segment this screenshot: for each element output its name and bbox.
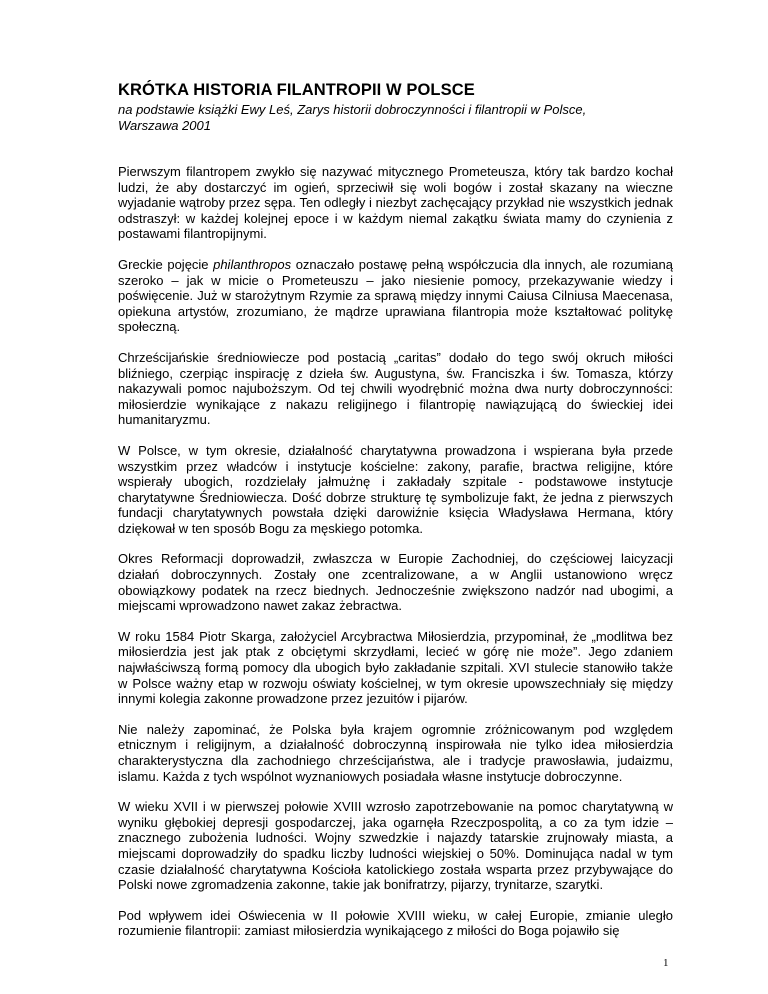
paragraph-diversity: Nie należy zapominać, że Polska była krajem ogromnie zróżnicowanym pod względem etnicznym i religijnym, a działalność dobroczynną inspirowała nie tylko idea miłosierdzia charakterystyczna dla zachodniego chrześcijaństwa, ale i tradycje prawosławia, judaizmu, islamu. Każda z tych wspólnot wyznaniowych posiadała własne instytucje dobroczynne.	[118, 721, 673, 784]
philanthropos-term: philanthropos	[213, 256, 292, 272]
paragraph-enlightenment: Pod wpływem idei Oświecenia w II połowie XVIII wieku, w całej Europie, zmianie uległo rozumienie filantropii: zamiast miłosierdzia wynikającego z miłości do Boga pojawiło się	[118, 907, 673, 939]
paragraph-poland-medieval: W Polsce, w tym okresie, działalność charytatywna prowadzona i wspierana była przede wszystkim przez władców i instytucje kościelne: zakony, parafie, bractwa religijne, które wspierały ubogich, rozdzielały jałmużnę i zakładały szpitale - podstawowe instytucje charytatywne Średniowiecza. Dość dobrze strukturę tę symbolizuje fakt, że jedna z pierwszych fundacji charytatywnych powstała dzięki darowiźnie księcia Władysława Hermana, który dziękował w ten sposób Bogu za męskiego potomka.	[118, 442, 673, 536]
document-subtitle	[118, 102, 673, 133]
paragraph-caritas: Chrześcijańskie średniowiecze pod postacią „caritas” dodało do tego swój okruch miłości bliźniego, czerpiąc inspirację z dzieła św. Augustyna, św. Franciszka i św. Tomasza, którzy nakazywali pomoc najuboższym. Od tej chwili wyodrębnić można dwa nurty dobroczynności: miłosierdzie wynikające z nakazu religijnego i filantropię nawiązującą do świeckiej idei humanitaryzmu.	[118, 349, 673, 428]
subtitle-line-1: na podstawie książki Ewy Leś, Zarys historii dobroczynności i filantropii w Polsce,	[118, 102, 587, 117]
paragraph-prometheus: Pierwszym filantropem zwykło się nazywać mitycznego Prometeusza, który tak bardzo kochał ludzi, że aby dostarczyć im ogień, sprzeciwił się woli bogów i został skazany na wieczne wyjadanie wątroby przez sępa. Ten odległy i niezbyt zachęcający przykład nie wszystkich jednak odstraszył: w każdej kolejnej epoce i w każdym niemal zakątku świata mamy do czynienia z postawami filantropijnymi.	[118, 164, 673, 242]
paragraph-philanthropos-start: Greckie pojęcie	[118, 256, 214, 272]
paragraph-philanthropos	[118, 257, 673, 335]
subtitle-line-2: Warszawa 2001	[118, 117, 211, 133]
paragraph-skarga: W roku 1584 Piotr Skarga, założyciel Arcybractwa Miłosierdzia, przypominał, że „modlitwa bez miłosierdzia jest jak ptak z obciętymi skrzydłami, lecieć w górę nie może”. Jego zdaniem najwłaściwszą formą pomocy dla ubogich było zakładanie szpitali. XVI stulecie stanowiło także w Polsce ważny etap w rozwoju oświaty kościelnej, w tym okresie upowszechniały się między innymi kolegia zakonne prowadzone przez jezuitów i pijarów.	[118, 628, 673, 707]
page-number: 1	[663, 957, 669, 969]
document-page	[118, 81, 673, 939]
document-title: KRÓTKA HISTORIA FILANTROPII W POLSCE	[118, 81, 475, 99]
paragraph-17th-century: W wieku XVII i w pierwszej połowie XVIII wzrosło zapotrzebowanie na pomoc charytatywną w wyniku głębokiej depresji gospodarczej, jaka ogarnęła Rzeczpospolitą, a co za tym idzie – znacznego zubożenia ludności. Wojny szwedzkie i najazdy tatarskie zrujnowały miasta, a miejscami doprowadziły do spadku liczby ludności wiejskiej o 50%. Dominująca nadal w tym czasie działalność charytatywna Kościoła katolickiego została wsparta przez przybywające do Polski nowe zgromadzenia zakonne, takie jak bonifratrzy, pijarzy, trynitarze, szarytki.	[118, 799, 673, 893]
paragraph-reformation: Okres Reformacji doprowadził, zwłaszcza w Europie Zachodniej, do częściowej laicyzacji działań dobroczynnych. Zostały one zcentralizowane, a w Anglii ustanowiono wręcz obowiązkowy podatek na rzecz biednych. Jednocześnie zwiększono nadzór nad ubogimi, a miejscami wprowadzono nawet zakaz żebractwa.	[118, 551, 673, 614]
paragraph-philanthropos-rest: oznaczało postawę pełną współczucia dla innych, ale rozumianą szeroko – jak w micie o Prometeuszu – jako niesienie pomocy, przekazywanie wiedzy i poświęcenie. Już w starożytnym Rzymie za sprawą między innymi Caiusa Cilniusa Maecenasa, opiekuna artystów, zrozumiano, że mądrze uprawiana filantropia może kształtować politykę społeczną.	[118, 256, 673, 335]
